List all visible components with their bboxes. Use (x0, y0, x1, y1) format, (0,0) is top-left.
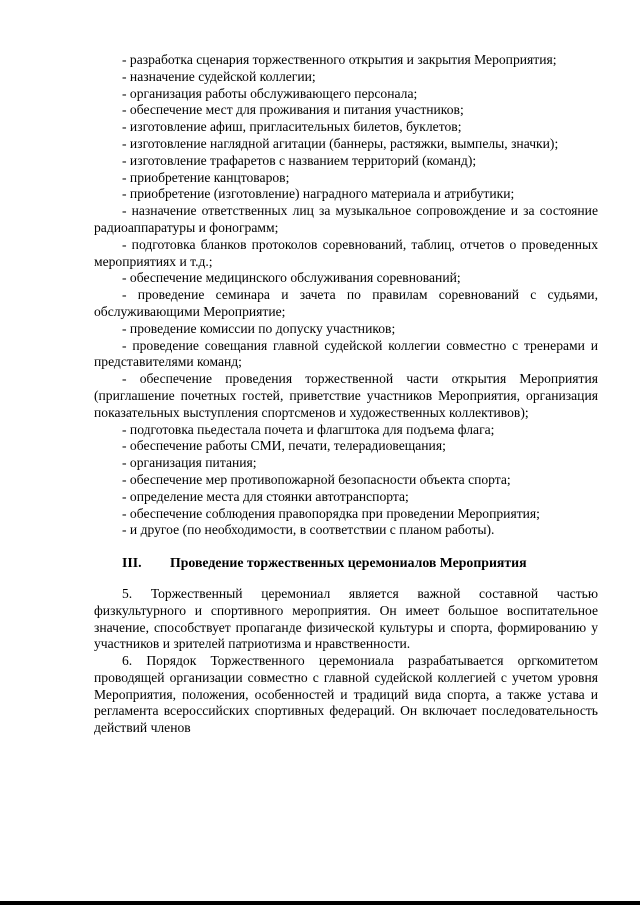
list-item: - назначение судейской коллегии; (122, 68, 316, 84)
document-page (94, 52, 598, 737)
list-item: - определение места для стоянки автотранспорта; (122, 488, 409, 504)
list-item: - разработка сценария торжественного открытия и закрытия Мероприятия; (122, 52, 557, 67)
list-item: - подготовка бланков протоколов соревнований, таблиц, отчетов о проведенных мероприятиях и т.д.; (94, 236, 598, 269)
list-item: - организация работы обслуживающего персонала; (122, 85, 418, 101)
list-item: - проведение совещания главной судейской коллегии совместно с тренерами и представителями команд; (94, 337, 598, 370)
list-item: - организация питания; (122, 455, 257, 471)
section-number: III. (122, 555, 142, 571)
list-item: - обеспечение мест для проживания и питания участников; (122, 102, 464, 118)
paragraph: 5. Торжественный церемониал является важной составной частью физкультурного и спортивного мероприятия. Он имеет большое воспитательное значение, способствует пропаганде физической культуры и спорта, формированию у участников и зрителей патриотизма и нравственности. (94, 585, 598, 652)
list-item: - обеспечение мер противопожарной безопасности объекта спорта; (122, 471, 511, 487)
section-title: Проведение торжественных церемониалов Мероприятия (170, 555, 527, 571)
list-item: - проведение семинара и зачета по правилам соревнований с судьями, обслуживающими Мероприятие; (94, 287, 598, 319)
list-item: - изготовление афиш, пригласительных билетов, буклетов; (122, 119, 462, 135)
list-item: - приобретение (изготовление) наградного материала и атрибутики; (122, 186, 515, 202)
section-body (94, 586, 598, 737)
list-item: - обеспечение проведения торжественной части открытия Мероприятия (приглашение почетных гостей, приветствие участников Мероприятия, организация показательных выступления спортсменов и художественных коллективов); (94, 371, 598, 420)
list-item: - обеспечение медицинского обслуживания соревнований; (122, 270, 461, 286)
list-item: - обеспечение соблюдения правопорядка при проведении Мероприятия; (122, 505, 540, 521)
paragraph: 6. Порядок Торжественного церемониала разрабатывается оргкомитетом проводящей организации совместно с главной судейской коллегией с учетом уровня Мероприятия, положения, особенностей и традиций вида спорта, а также устава и регламента всероссийских спортивных федераций. Он включает последовательность действий членов (94, 653, 598, 736)
list-item: - изготовление трафаретов с названием территорий (команд); (122, 152, 477, 168)
list-item: - и другое (по необходимости, в соответствии с планом работы). (122, 522, 495, 538)
list-item: - изготовление наглядной агитации (баннеры, растяжки, вымпелы, значки); (122, 135, 559, 151)
section-heading (94, 555, 598, 572)
list-item: - назначение ответственных лиц за музыкальное сопровождение и за состояние радиоаппаратуры и фонограмм; (94, 203, 598, 235)
list-item: - проведение комиссии по допуску участников; (122, 320, 396, 336)
list-item: - подготовка пьедестала почета и флагштока для подъема флага; (122, 421, 495, 437)
list-item: - обеспечение работы СМИ, печати, телерадиовещания; (122, 438, 446, 454)
preparation-task-list (94, 52, 598, 539)
list-item: - приобретение канцтоваров; (122, 169, 290, 185)
page-bottom-edge (0, 901, 640, 905)
